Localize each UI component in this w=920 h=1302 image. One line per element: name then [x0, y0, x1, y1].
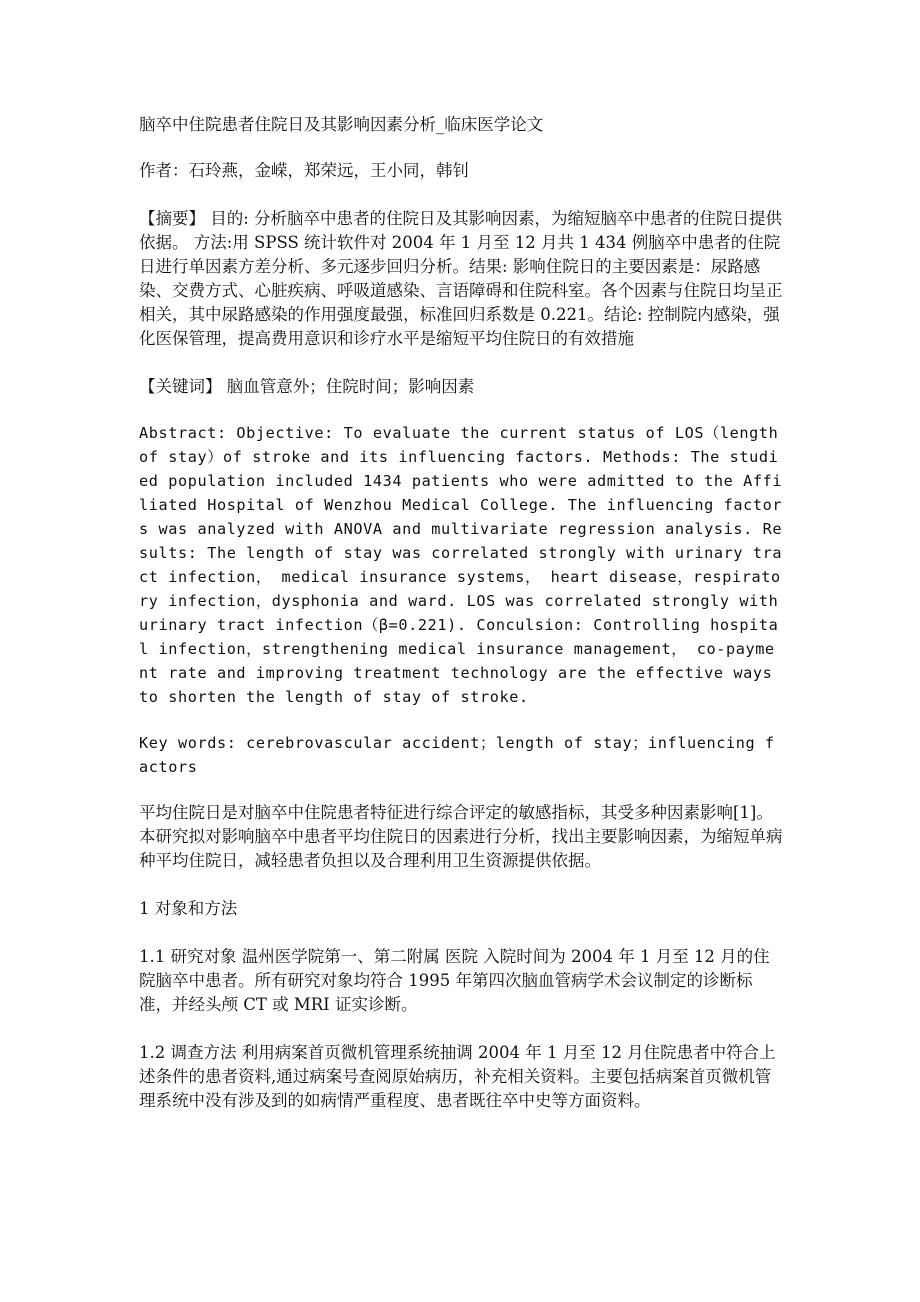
keywords-text: 脑血管意外；住院时间；影响因素: [221, 377, 475, 396]
chinese-keywords: [139, 375, 784, 399]
section-heading: 1 对象和方法: [139, 899, 238, 918]
introduction-paragraph: 平均住院日是对脑卒中住院患者特征进行综合评定的敏感指标，其受多种因素影响[1]。本研究拟对影响脑卒中患者平均住院日的因素进行分析，找出主要影响因素，为缩短单病种平均住院日，减轻患者负担以及合理利用卫生资源提供依据。: [139, 803, 783, 870]
subsection-1-2: 1.2 调查方法 利用病案首页微机管理系统抽调 2004 年 1 月至 12 月住院患者中符合上述条件的患者资料,通过病案号查阅原始病历，补充相关资料。主要包括病案首页微机管理系统中没有涉及到的如病情严重程度、患者既往卒中史等方面资料。: [139, 1043, 776, 1110]
paper-title: 脑卒中住院患者住院日及其影响因素分析_临床医学论文: [139, 115, 544, 134]
abstract-label: 【摘要】: [139, 209, 205, 228]
subsection-1-1: 1.1 研究对象 温州医学院第一、第二附属 医院 入院时间为 2004 年 1 月至 12 月的住院脑卒中患者。所有研究对象均符合 1995 年第四次脑血管病学术会议制定的诊断标准，并经头颅 CT 或 MRI 证实诊断。: [139, 947, 770, 1014]
abstract-text: 目的: 分析脑卒中患者的住院日及其影响因素，为缩短脑卒中患者的住院日提供依据。 方法:用 SPSS 统计软件对 2004 年 1 月至 12 月共 1 434 例脑卒中患者的住院日进行单因素方差分析、多元逐步回归分析。结果: 影响住院日的主要因素是：尿路感染、交费方式、心脏疾病、呼吸道感染、言语障碍和住院科室。各个因素与住院日均呈正相关，其中尿路感染的作用强度最强，标准回归系数是 0.221。结论: 控制院内感染，强化医保管理，提高费用意识和诊疗水平是缩短平均住院日的有效措施: [139, 209, 783, 348]
author-line: 作者：石玲燕，金嵘，郑荣远，王小同，韩钊: [139, 161, 469, 180]
keywords-label: 【关键词】: [139, 377, 222, 396]
english-keywords: Key words: cerebrovascular accident；length of stay；influencing factors: [139, 734, 775, 776]
document-page: [139, 113, 789, 1137]
english-abstract: Abstract: Objective: To evaluate the current status of LOS（length of stay）of stroke and its influencing factors. Methods: The studied population included 1434 patients who were admitted to the Affiliated Hospital of Wenzhou Medical College. The influencing factors was analyzed with ANOVA and multivariate regression analysis. Results: The length of stay was correlated strongly with urinary tract infection， medical insurance systems， heart disease，respiratory infection，dysphonia and ward. LOS was correlated strongly with urinary tract infection（β=0.221). Conculsion: Controlling hospital infection，strengthening medical insurance management， co-payment rate and improving treatment technology are the effective ways to shorten the length of stay of stroke.: [139, 424, 789, 706]
chinese-abstract: [139, 207, 784, 351]
